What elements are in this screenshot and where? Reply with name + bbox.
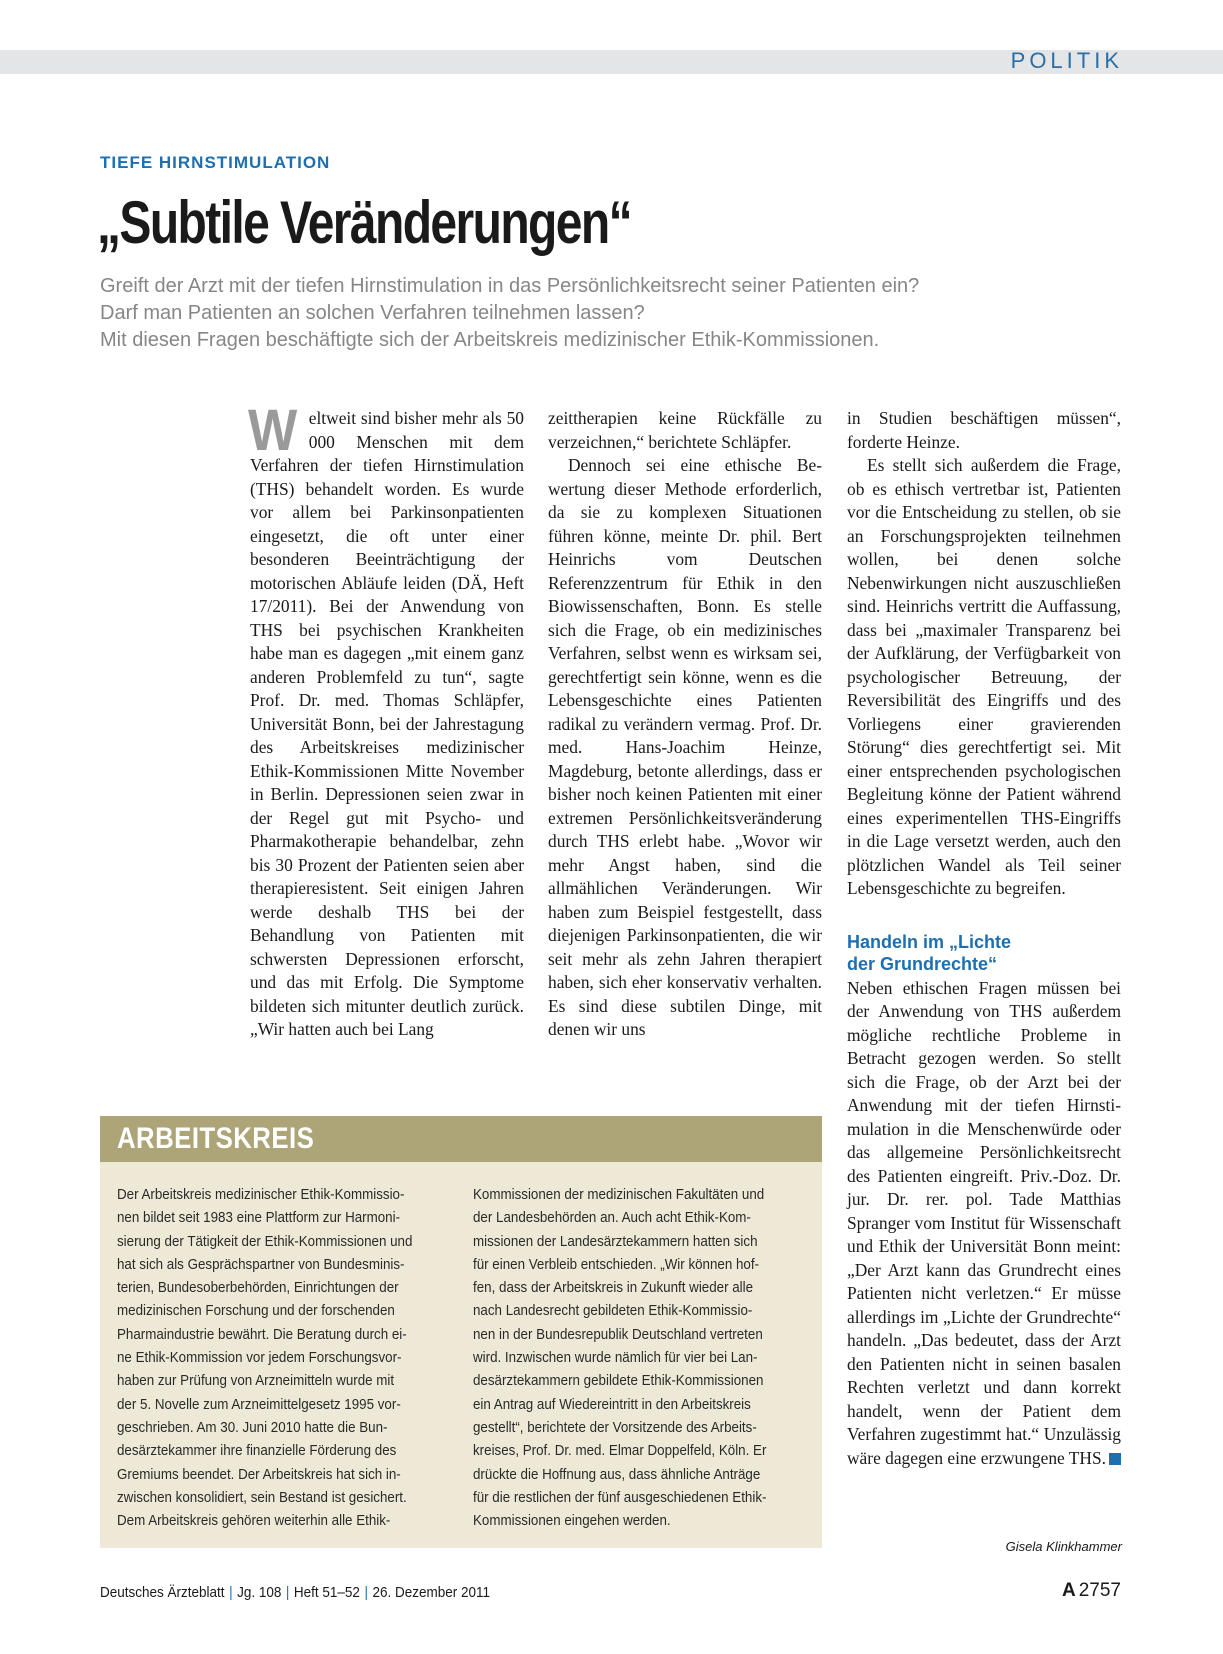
box-line: nen bildet seit 1983 eine Plattform zur Harmoni- (117, 1209, 401, 1227)
box-line: fen, dass der Arbeitskreis in Zukunft wieder alle (473, 1279, 754, 1297)
lead-line: Mit diesen Fragen beschäftigte sich der Arbeitskreis medizinischer Ethik-Kommissionen. (100, 329, 880, 351)
box-line: haben zur Prüfung von Arzneimitteln wurde mit (117, 1372, 395, 1390)
footer-separator: | (229, 1584, 233, 1601)
article-paragraph: in Studien beschäftigen müssen“, forderte Heinze. (847, 408, 1121, 452)
box-line: für die restlichen der fünf ausgeschiedenen Ethik- (473, 1488, 767, 1506)
article-subheading (847, 931, 1121, 975)
box-line: Dem Arbeitskreis gehören weiterhin alle Ethik- (117, 1512, 391, 1530)
box-line: geschrieben. Am 30. Juni 2010 hatte die Bun- (117, 1418, 388, 1436)
box-line: zwischen konsolidiert, sein Bestand ist gesichert. (117, 1488, 407, 1506)
box-line: terien, Bundesoberbehörden, Einrichtungen der (117, 1279, 399, 1297)
box-line: medizinischen Forschung und der forschenden (117, 1302, 395, 1320)
page-footer (100, 1584, 490, 1601)
box-line: desärztekammern gebildete Ethik-Kommissionen (473, 1372, 764, 1390)
box-line: missionen der Landesärztekammern hatten sich (473, 1232, 758, 1250)
info-box-column-1 (117, 1183, 412, 1532)
article-paragraph: zeittherapien keine Rückfälle zu verzeichnen,“ berichtete Schläpfer. (548, 408, 822, 452)
info-box-title: ARBEITSKREIS (117, 1122, 315, 1155)
box-line: gestellt“, berichtete der Vorsitzende des Arbeits- (473, 1418, 757, 1436)
box-line: nen in der Bundesrepublik Deutschland vertreten (473, 1325, 763, 1343)
paragraph-text: Neben ethischen Fragen müssen bei der Anwendung von THS außerdem mögliche rechtliche Probleme in Betracht gezogen werden. So stellt sich die Frage, ob der Arzt bei der Anwendung mit der tiefen Hirnstimulation in die Menschenwürde oder das allgemeine Persönlichkeitsrecht des Patienten eingreift. Priv.-Doz. Dr. jur. Dr. rer. pol. Tade Matthias Spranger vom Institut für Wissenschaft und Ethik der Universität Bonn meint: „Der Arzt kann das Grundrecht eines Patienten nicht verletzen.“ Er müsse allerdings im „Lichte der Grundrechte“ handeln. „Das bedeutet, dass der Arzt den Patienten nicht in seinen basalen Rechten verletzt und dann korrekt handelt, wenn der Patient dem Verfahren zugestimmt hat.“ Unzulässig wäre dagegen eine erzwungene THS. (847, 977, 1121, 1468)
info-box-column-2 (473, 1183, 766, 1532)
lead-line: Darf man Patienten an solchen Verfahren teilnehmen lassen? (100, 302, 645, 324)
article-paragraph (248, 398, 524, 1042)
box-line: sierung der Tätigkeit der Ethik-Kommissionen und (117, 1232, 413, 1250)
drop-cap: W (248, 398, 298, 463)
box-line: ne Ethik-Kommission vor jedem Forschungsvor- (117, 1349, 402, 1367)
article-kicker: TIEFE HIRNSTIMULATION (100, 153, 331, 172)
box-line: Kommissionen der medizinischen Fakultäten und (473, 1186, 765, 1203)
subheading-line: der Grundrechte“ (847, 953, 998, 974)
section-label: POLITIK (1010, 48, 1123, 73)
box-line: Der Arbeitskreis medizinischer Ethik-Kommissio- (117, 1186, 405, 1203)
lead-line: Greift der Arzt mit der tiefen Hirnstimulation in das Persönlichkeitsrecht seiner Patienten ein? (100, 275, 920, 297)
box-line: der Landesbehörden an. Auch acht Ethik-Kom- (473, 1209, 751, 1227)
end-mark-icon (1109, 1453, 1121, 1465)
paragraph-text: eltweit sind bisher mehr als 50 000 Menschen mit dem Verfahren der tiefen Hirnstimulation (THS) behandelt worden. Es wurde vor allem bei Parkinsonpatienten eingesetzt, die oft unter einer besonderen Beeinträchtigung der motorischen Abläufe leiden (DÄ, Heft 17/2011). Bei der Anwendung von THS bei psychischen Krankheiten habe man es dagegen „mit einem ganz anderen Problemfeld zu tun“, sagte Prof. Dr. med. Thomas Schläpfer, Universität Bonn, bei der Jahrestagung des Arbeitskreises medizinischer Ethik-Kommissionen Mitte November in Berlin. Depressionen seien zwar in der Regel gut mit Psycho- und Pharmakotherapie behandelbar, zehn bis 30 Prozent der Patienten seien aber therapieresistent. Seit einigen Jahren werde deshalb THS bei der Behandlung von Patienten mit schwersten Depressionen erforscht, und das mit Erfolg. Die Symptome bildeten sich mitunter deutlich zurück. „Wir hatten auch bei Lang (250, 408, 524, 1039)
box-line: für einen Verbleib entschieden. „Wir können hof- (473, 1255, 760, 1273)
author-byline: Gisela Klinkhammer (1005, 1539, 1122, 1554)
box-line: Pharmaindustrie bewährt. Die Beratung durch ei- (117, 1325, 407, 1343)
article-headline: „Subtile Veränderungen“ (97, 189, 631, 256)
footer-separator: | (364, 1584, 368, 1601)
article-column-1 (248, 398, 524, 1042)
box-line: wird. Inzwischen wurde nämlich für vier bei Lan- (473, 1349, 758, 1367)
box-line: desärztekammer ihre finanzielle Förderung des (117, 1442, 397, 1460)
page-number (1062, 1580, 1121, 1602)
article-column-3 (847, 407, 1121, 1470)
article-paragraph: Dennoch sei eine ethische Bewertung dieser Methode erforderlich, da sie zu komplexen Situationen führen könne, meinte Dr. phil. Bert Heinrichs vom Deutschen Referenzzentrum für Ethik in den Biowissenschaften, Bonn. Es stelle sich die Frage, ob ein medizinisches Verfahren, selbst wenn es wirksam sei, gerechtfertigt sein könne, wenn es die Lebensgeschichte eines Patienten radikal zu verändern vermag. Prof. Dr. med. Hans-Joachim Heinze, Magdeburg, betonte allerdings, dass er bisher noch keinen Patienten mit einer extremen Persönlichkeitsveränderung durch THS erlebt habe. „Wovor wir mehr Angst haben, sind die allmählichen Veränderungen. Wir haben zum Beispiel festgestellt, dass diejenigen Parkinsonpatienten, die wir seit mehr als zehn Jahren therapiert haben, sich eher konservativ verhalten. Es sind diese subtilen Dinge, mit denen wir uns (548, 455, 822, 1039)
box-line: ein Antrag auf Wiedereintritt in den Arbeitskreis (473, 1395, 751, 1413)
article-column-2 (548, 407, 822, 1042)
box-line: Gremiums beendet. Der Arbeitskreis hat sich in- (117, 1465, 401, 1483)
journal-issue: Heft 51–52 (293, 1584, 360, 1601)
article-paragraph: Es stellt sich außerdem die Frage, ob es ethisch vertretbar ist, Patienten vor die Entscheidung zu stellen, ob sie an Forschungsprojekten teilnehmen wollen, bei denen solche Nebenwirkungen nicht auszuschließen sind. Heinrichs vertritt die Auffassung, dass bei „maximaler Transparenz bei der Aufklärung, der Verfügbarkeit von psychologischer Betreuung, der Reversibilität des Eingriffs und des Vorliegens einer gravierenden Störung“ dies gerechtfertigt sei. Mit einer entsprechenden psychologischen Begleitung könne der Patient während eines experimentellen THS-Eingriffs in die Lage versetzt werden, auch den plötzlichen Wandel als Teil seiner Lebensgeschichte zu begreifen. (847, 455, 1121, 898)
article-lead (100, 273, 1130, 354)
page-prefix: A (1061, 1580, 1076, 1601)
issue-date: 26. Dezember 2011 (372, 1584, 491, 1601)
box-line: kreises, Prof. Dr. med. Elmar Doppelfeld, Köln. Er (473, 1442, 767, 1460)
subheading-line: Handeln im „Lichte (847, 931, 1012, 952)
box-line: Kommissionen eingehen werden. (473, 1512, 671, 1530)
box-line: der 5. Novelle zum Arzneimittelgesetz 1995 vor- (117, 1395, 401, 1413)
box-line: drückte die Hoffnung aus, dass ähnliche Anträge (473, 1465, 761, 1483)
footer-separator: | (285, 1584, 290, 1601)
page-number-value: 2757 (1078, 1580, 1121, 1601)
journal-name: Deutsches Ärzteblatt (100, 1584, 225, 1601)
article-paragraph (847, 977, 1121, 1471)
box-line: hat sich als Gesprächspartner von Bundesminis- (117, 1255, 405, 1273)
box-line: nach Landesrecht gebildeten Ethik-Kommissio- (473, 1302, 753, 1320)
journal-volume: Jg. 108 (237, 1584, 282, 1601)
